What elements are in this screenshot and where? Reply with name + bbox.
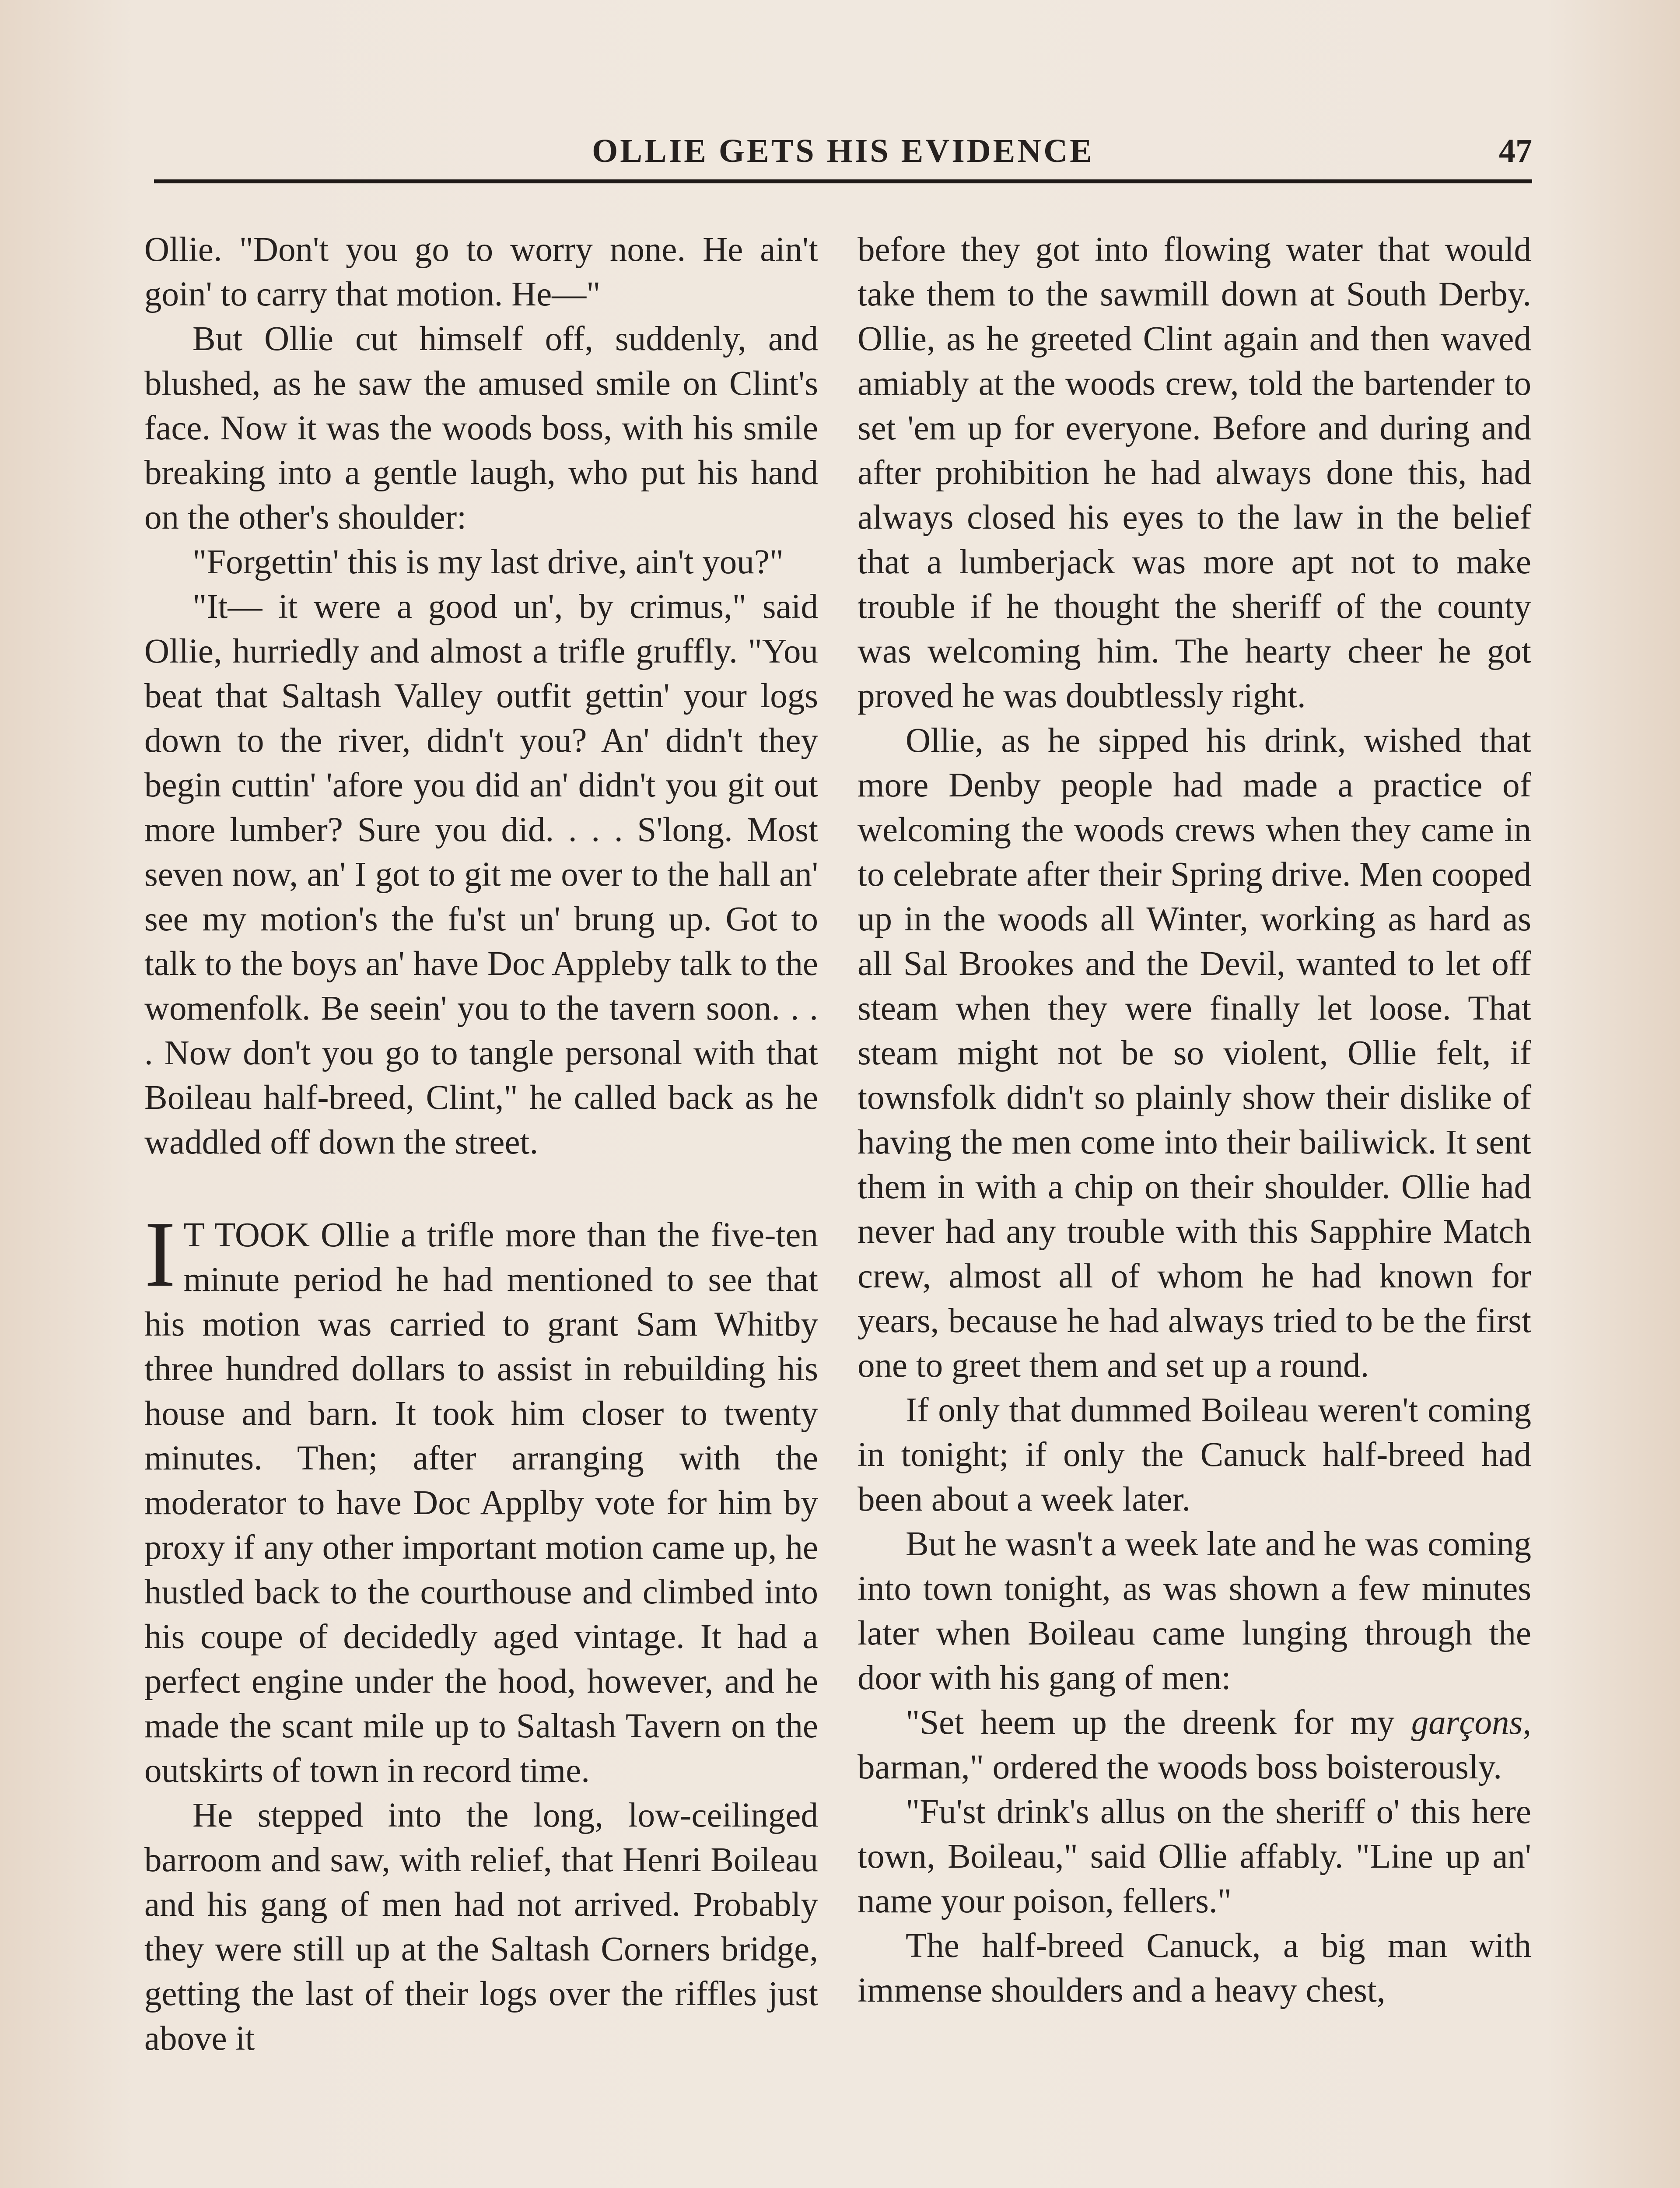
- paragraph: "It— it were a good un', by crimus," said Ollie, hurriedly and almost a trifle gruffly. "You beat that Saltash Valley outfit gettin' your logs down to the river, didn't you? An' didn't they begin cuttin' 'afore you did an' didn't you git out more lumber? Sure you did. . . . S'long. Most seven now, an' I got to git me over to the hall an' see my motion's the fu'st un' brung up. Got to talk to the boys an' have Doc Appleby talk to the womenfolk. Be seein' you to the tavern soon. . . . Now don't you go to tangle personal with that Boileau half-breed, Clint," he called back as he waddled off down the street.: [144, 588, 818, 1161]
- left-column: [144, 228, 818, 2188]
- section-start-paragraph: [144, 1202, 818, 1793]
- paragraph: The half-breed Canuck, a big man with immense shoulders and a heavy chest,: [858, 1927, 1531, 2009]
- paragraph-text: "Set heem up the dreenk for my: [906, 1704, 1411, 1742]
- drop-cap: I: [144, 1202, 176, 1306]
- paragraph: Ollie. "Don't you go to worry none. He ain't goin' to carry that motion. He—": [144, 231, 818, 313]
- paragraph: But he wasn't a week late and he was coming into town tonight, as was shown a few minutes later when Boileau came lunging through the door with his gang of men:: [858, 1525, 1531, 1697]
- paragraph: But Ollie cut himself off, suddenly, and blushed, as he saw the amused smile on Clint's face. Now it was the woods boss, with his smile breaking into a gentle laugh, who put his hand on the other's shoulder:: [144, 320, 818, 536]
- paragraph: If only that dummed Boileau weren't coming in tonight; if only the Canuck half-breed had been about a week later.: [858, 1391, 1531, 1518]
- paragraph-text: T TOOK Ollie a trifle more than the five-ten minute period he had mentioned to see that his motion was carried to grant Sam Whitby three hundred dollars to assist in rebuilding his house and barn. It took him closer to twenty minutes. Then; after arranging with the moderator to have Doc Applby vote for him by proxy if any other important motion came up, he hustled back to the courthouse and climbed into his coupe of decidedly aged vintage. It had a perfect engine under the hood, however, and he made the scant mile up to Saltash Tavern on the outskirts of town in record time.: [144, 1216, 818, 1790]
- paragraph-text: barman," ordered the woods boss boisterously.: [858, 1748, 1502, 1786]
- text-columns: [144, 228, 1531, 2188]
- running-title: OLLIE GETS HIS EVIDENCE: [592, 133, 1094, 169]
- header-rule: [154, 179, 1532, 183]
- paragraph: He stepped into the long, low-ceilinged barroom and saw, with relief, that Henri Boileau and his gang of men had not arrived. Probably they were still up at the Saltash Corners bridge, getting the last of their logs over the riffles just above it: [144, 1796, 818, 2058]
- paragraph: before they got into flowing water that would take them to the sawmill down at South Derby. Ollie, as he greeted Clint again and then waved amiably at the woods crew, told the bartender to set 'em up for everyone. Before and during and after prohibition he had always done this, had always closed his eyes to the law in the belief that a lumberjack was more apt not to make trouble if he thought the sheriff of the county was welcoming him. The hearty cheer he got proved he was doubtlessly right.: [858, 231, 1531, 715]
- page-number: 47: [1499, 133, 1532, 169]
- page-header: [154, 127, 1532, 175]
- paragraph: [858, 1701, 1531, 1790]
- right-column: [858, 228, 1531, 2188]
- paragraph: Ollie, as he sipped his drink, wished that more Denby people had made a practice of welcoming the woods crews when they came in to celebrate after their Spring drive. Men cooped up in the woods all Winter, working as hard as all Sal Brookes and the Devil, wanted to let off steam when they were finally let loose. That steam might not be so violent, Ollie felt, if townsfolk didn't so plainly show their dislike of having the men come into their bailiwick. It sent them in with a chip on their shoulder. Ollie had never had any trouble with this Sapphire Match crew, almost all of whom he had known for years, because he had always tried to be the first one to greet them and set up a round.: [858, 722, 1531, 1385]
- italic-word: garçons,: [1411, 1704, 1531, 1742]
- paragraph: "Fu'st drink's allus on the sheriff o' this here town, Boileau," said Ollie affably. "Line up an' name your poison, fellers.": [858, 1793, 1531, 1920]
- paragraph: "Forgettin' this is my last drive, ain't you?": [192, 543, 784, 581]
